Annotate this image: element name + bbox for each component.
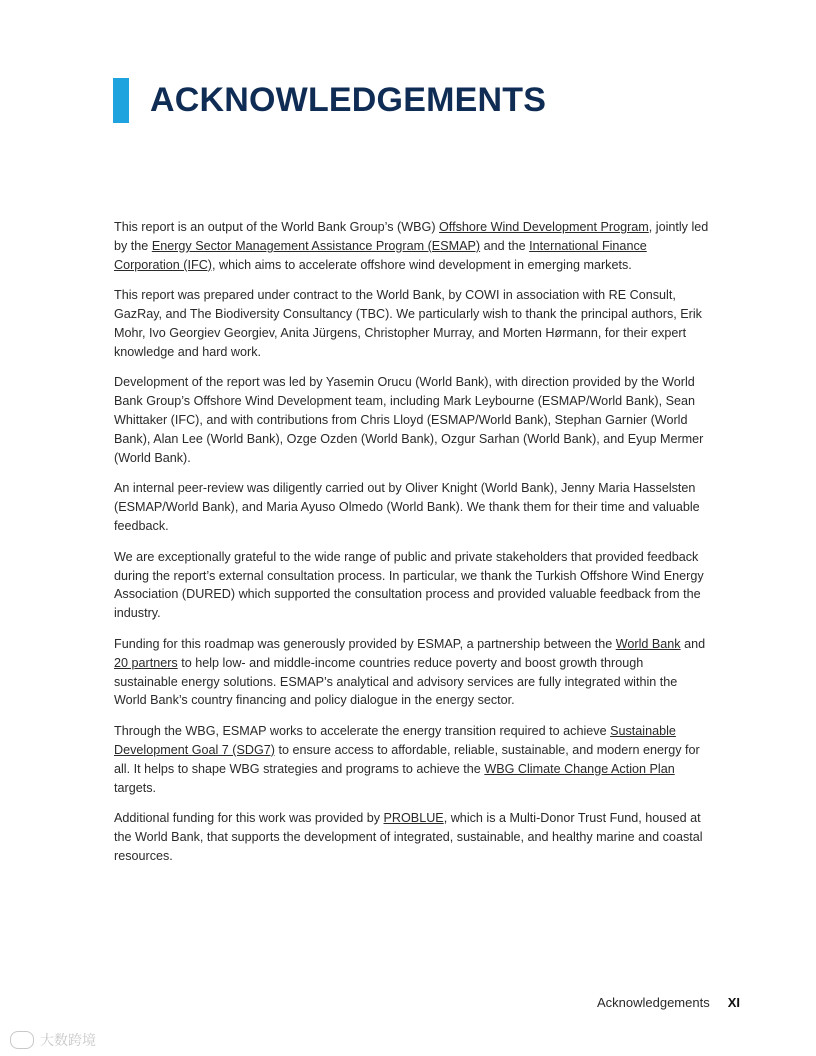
paragraph-stakeholders: We are exceptionally grateful to the wide range of public and private stakeholders that provided feedback during the report’s external consultation process. In particular, we thank the Turkish Offshore Wind Energy Association (DURED) which supported the consultation process and provided valuable feedback from the industry. [114, 549, 704, 621]
paragraph-funding [114, 635, 709, 711]
paragraph-development-team: Development of the report was led by Yasemin Orucu (World Bank), with direction provided by the World Bank Group’s Offshore Wind Development team, including Mark Leybourne (ESMAP/World Bank), Sean Whittaker (IFC), and with contributions from Chris Lloyd (ESMAP/World Bank), Stephan Garnier (World Bank), Alan Lee (World Bank), Ozge Ozden (World Bank), Ozgur Sarhan (World Bank), and Eyup Mermer (World Bank). [114, 375, 704, 465]
esmap-link[interactable]: Energy Sector Management Assistance Program (ESMAP) [151, 238, 481, 253]
text-span: , which is a Multi-Donor Trust Fund, housed at the World Bank, that supports the development of integrated, sustainable, and healthy marine and coastal resources. [114, 810, 703, 863]
world-bank-link[interactable]: World Bank [615, 636, 681, 651]
page-number: XI [727, 995, 740, 1010]
paragraph-peer-review: An internal peer-review was diligently carried out by Oliver Knight (World Bank), Jenny Maria Hasselsten (ESMAP/World Bank), and Maria Ayuso Olmedo (World Bank). We thank them for their time and valuable feedback. [114, 481, 700, 534]
ifc-link[interactable]: International Finance Corporation (IFC) [114, 238, 647, 272]
paragraph-wbg-program [114, 218, 709, 275]
text-span: , jointly led by the [114, 220, 709, 253]
footer-section-label: Acknowledgements [596, 995, 710, 1010]
watermark [10, 1030, 96, 1050]
paragraph-additional-funding [114, 809, 709, 866]
heading-accent-bar [113, 78, 129, 123]
text-span: This report is an output of the World Bank Group’s (WBG) [114, 220, 440, 234]
problue-link[interactable]: PROBLUE [383, 810, 444, 825]
text-span: to help low- and middle-income countries reduce poverty and boost growth through sustainable energy solutions. ESMAP’s analytical and advisory services are fully integrated within the World Bank’s country financing and policy dialogue in the energy sector. [114, 655, 678, 708]
sdg7-link[interactable]: Sustainable Development Goal 7 (SDG7) [114, 723, 676, 757]
text-span: and [680, 636, 706, 651]
watermark-logo-icon [10, 1031, 34, 1049]
page-footer [560, 995, 740, 1010]
page-heading [113, 78, 546, 123]
climate-action-plan-link[interactable]: WBG Climate Change Action Plan [484, 761, 675, 776]
paragraph-authors: This report was prepared under contract to the World Bank, by COWI in association with RE Consult, GazRay, and The Biodiversity Consultancy (TBC). We particularly wish to thank the principal authors, Erik Mohr, Ivo Georgiev Georgiev, Anita Jürgens, Christopher Murray, and Morten Hørmann, for their expert knowledge and hard work. [114, 288, 702, 359]
text-span: Through the WBG, ESMAP works to accelerate the energy transition required to achieve [114, 723, 611, 738]
text-span: targets. [114, 780, 156, 795]
body-text [114, 218, 709, 877]
text-span: Additional funding for this work was provided by [114, 810, 384, 825]
text-span: , which aims to accelerate offshore wind development in emerging markets. [211, 257, 632, 272]
text-span: to ensure access to affordable, reliable, sustainable, and modern energy for all. It helps to shape WBG strategies and programs to achieve the [114, 742, 700, 776]
watermark-text: 大数跨境 [40, 1032, 96, 1048]
partners-link[interactable]: 20 partners [114, 655, 178, 670]
text-span: and the [480, 238, 530, 253]
offshore-wind-program-link[interactable]: Offshore Wind Development Program [439, 220, 649, 234]
text-span: Funding for this roadmap was generously provided by ESMAP, a partnership between the [114, 636, 616, 651]
paragraph-energy-transition [114, 722, 709, 798]
page-title: ACKNOWLEDGEMENTS [150, 81, 547, 119]
